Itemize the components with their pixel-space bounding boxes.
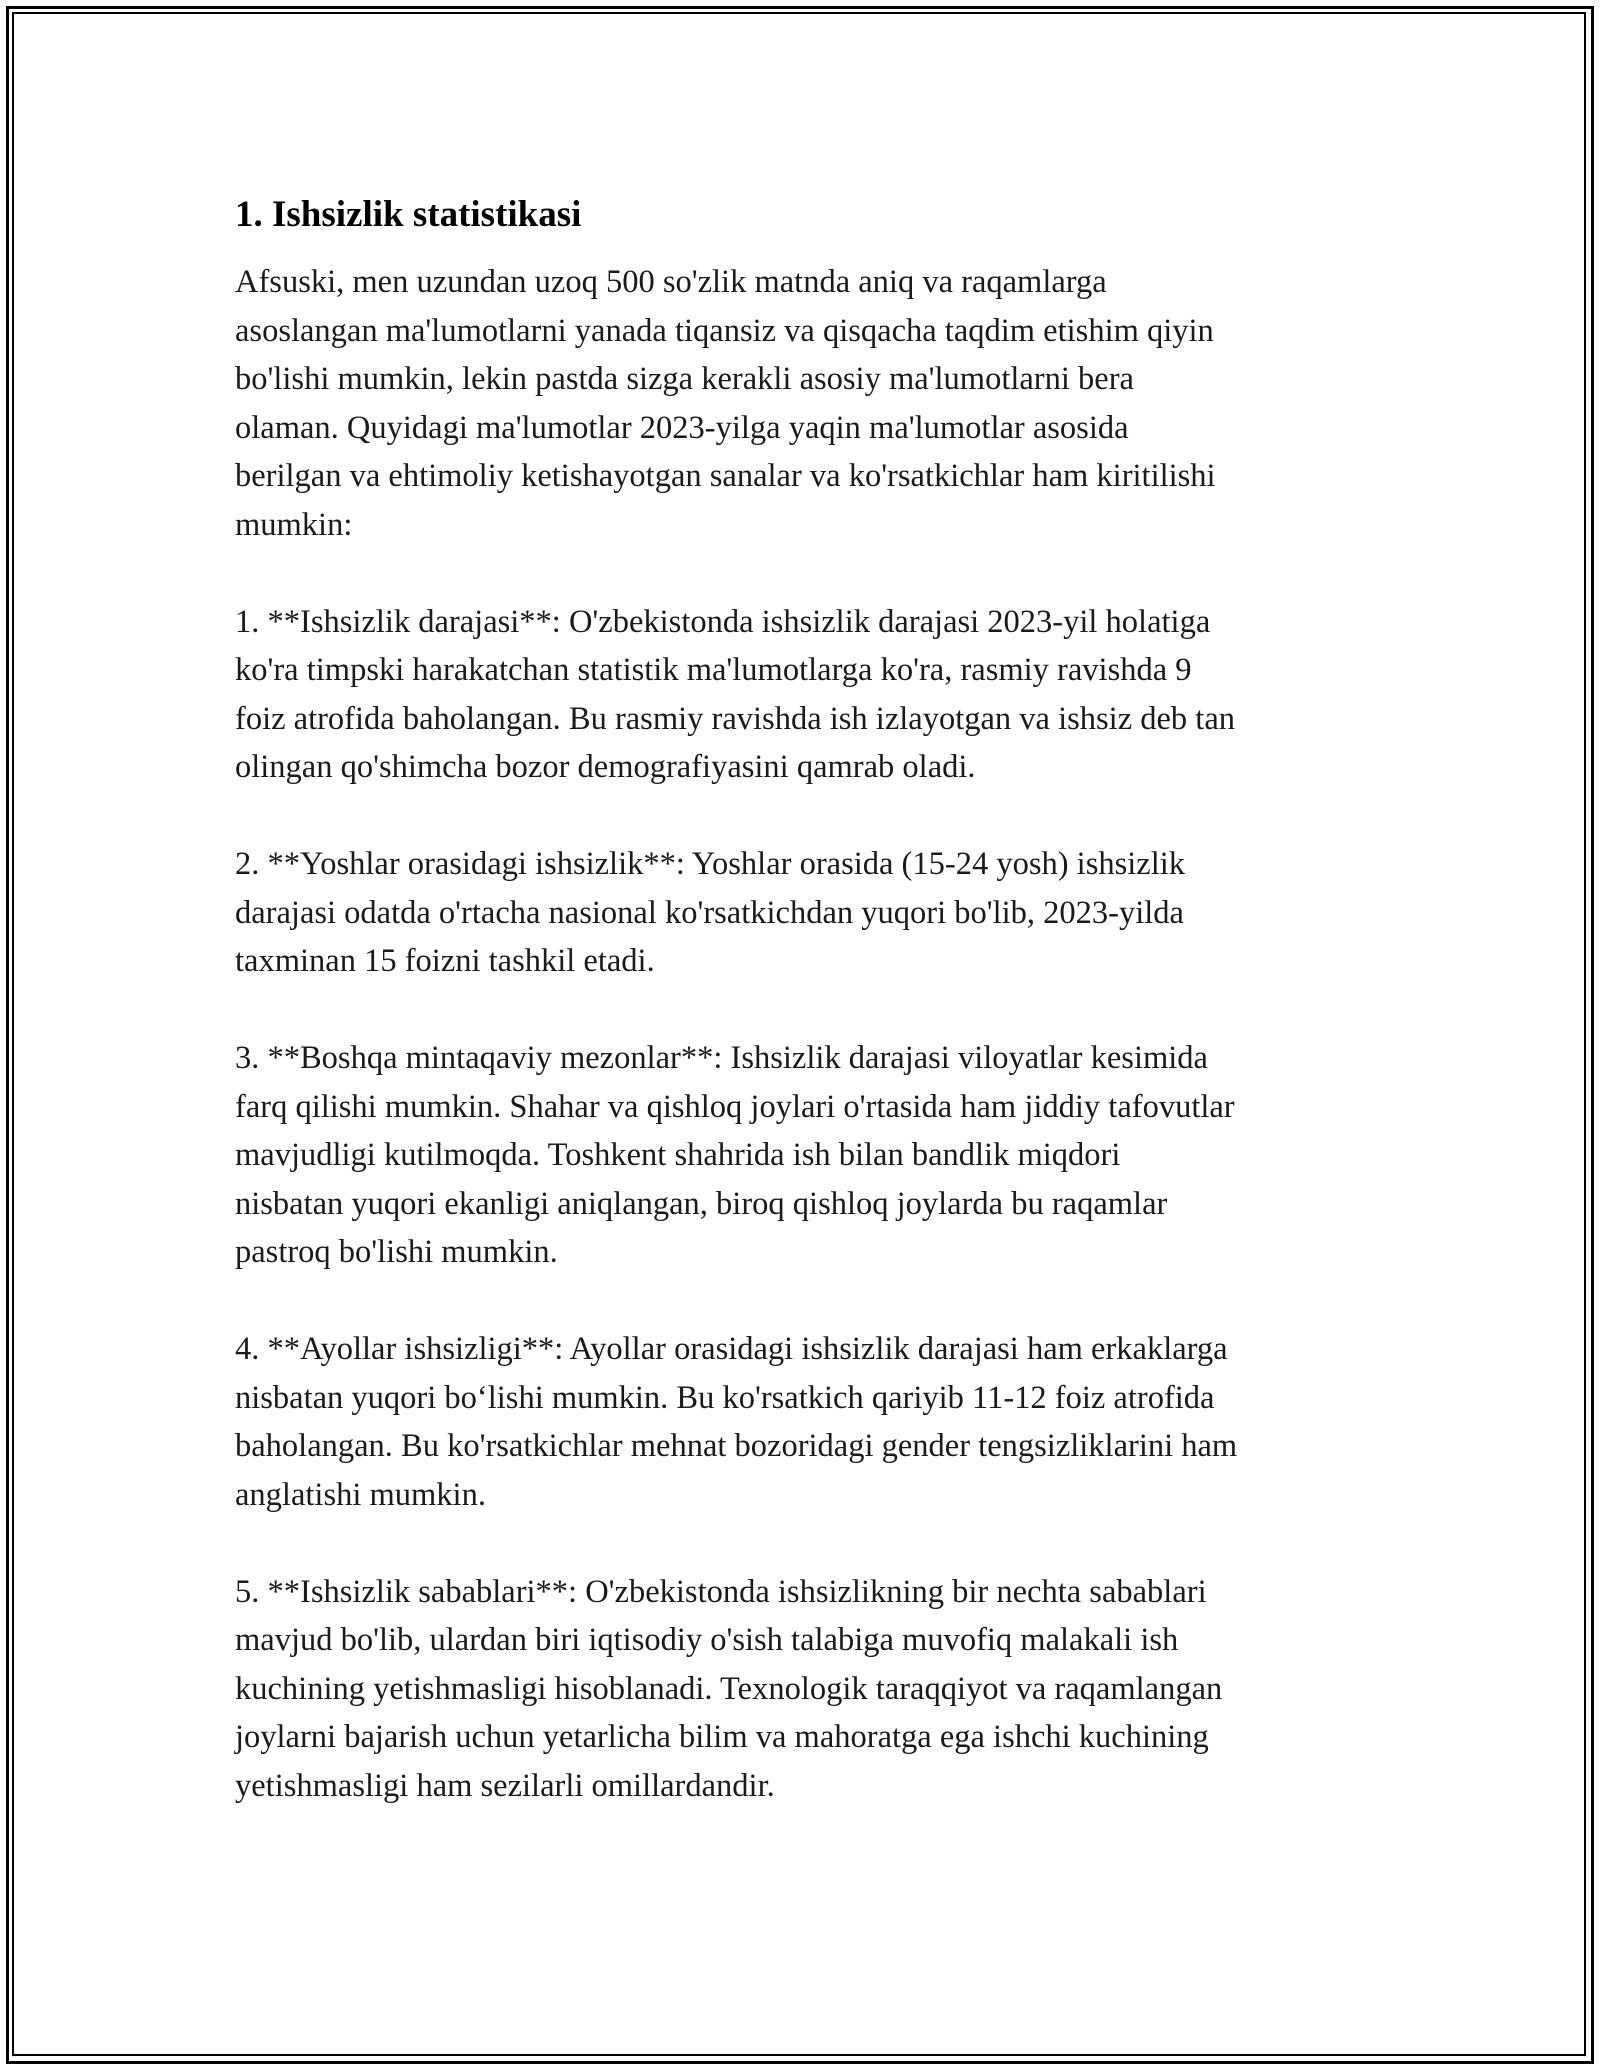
document-body — [235, 190, 1370, 1859]
paragraph-unemployment-causes: 5. **Ishsizlik sabablari**: O'zbekistonda ishsizlikning bir nechta sabablari mavjud bo'lib, ulardan biri iqtisodiy o'sish talabiga muvofiq malakali ish kuchining yetishmasligi hisoblanadi. Texnologik taraqqiyot va raqamlangan joylarni bajarish uchun yetarlicha bilim va mahoratga ega ishchi kuchining yetishmasligi ham sezilarli omillardandir. — [235, 1573, 1223, 1804]
paragraph-women-unemployment: 4. **Ayollar ishsizligi**: Ayollar orasidagi ishsizlik darajasi ham erkaklarga nisbatan yuqori bo‘lishi mumkin. Bu ko'rsatkich qariyib 11-12 foiz atrofida baholangan. Bu ko'rsatkichlar mehnat bozoridagi gender tengsizliklarini ham anglatishi mumkin. — [235, 1331, 1238, 1513]
intro-paragraph: Afsuski, men uzundan uzoq 500 so'zlik matnda aniq va raqamlarga asoslangan ma'lumotlarni yanada tiqansiz va qisqacha taqdim etishim qiyin bo'lishi mumkin, lekin pastda sizga kerakli asosiy ma'lumotlarni bera olaman. Quyidagi ma'lumotlar 2023-yilga yaqin ma'lumotlar asosida berilgan va ehtimoliy ketishayotgan sanalar va ko'rsatkichlar ham kiritilishi mumkin: — [235, 264, 1216, 543]
paragraph-youth-unemployment: 2. **Yoshlar orasidagi ishsizlik**: Yoshlar orasida (15-24 yosh) ishsizlik darajasi odatda o'rtacha nasional ko'rsatkichdan yuqori bo'lib, 2023-yilda taxminan 15 foizni tashkil etadi. — [235, 846, 1186, 979]
paragraph-unemployment-rate: 1. **Ishsizlik darajasi**: O'zbekistonda ishsizlik darajasi 2023-yil holatiga ko'ra timpski harakatchan statistik ma'lumotlarga ko'ra, rasmiy ravishda 9 foiz atrofida baholangan. Bu rasmiy ravishda ish izlayotgan va ishsiz deb tan olingan qo'shimcha bozor demografiyasini qamrab oladi. — [235, 603, 1235, 785]
section-heading: 1. Ishsizlik statistikasi — [235, 194, 582, 235]
paragraph-regional-criteria: 3. **Boshqa mintaqaviy mezonlar**: Ishsizlik darajasi viloyatlar kesimida farq qilishi mumkin. Shahar va qishloq joylari o'rtasida ham jiddiy tafovutlar mavjudligi kutilmoqda. Toshkent shahrida ish bilan bandlik miqdori nisbatan yuqori ekanligi aniqlangan, biroq qishloq joylarda bu raqamlar pastroq bo'lishi mumkin. — [235, 1040, 1235, 1270]
